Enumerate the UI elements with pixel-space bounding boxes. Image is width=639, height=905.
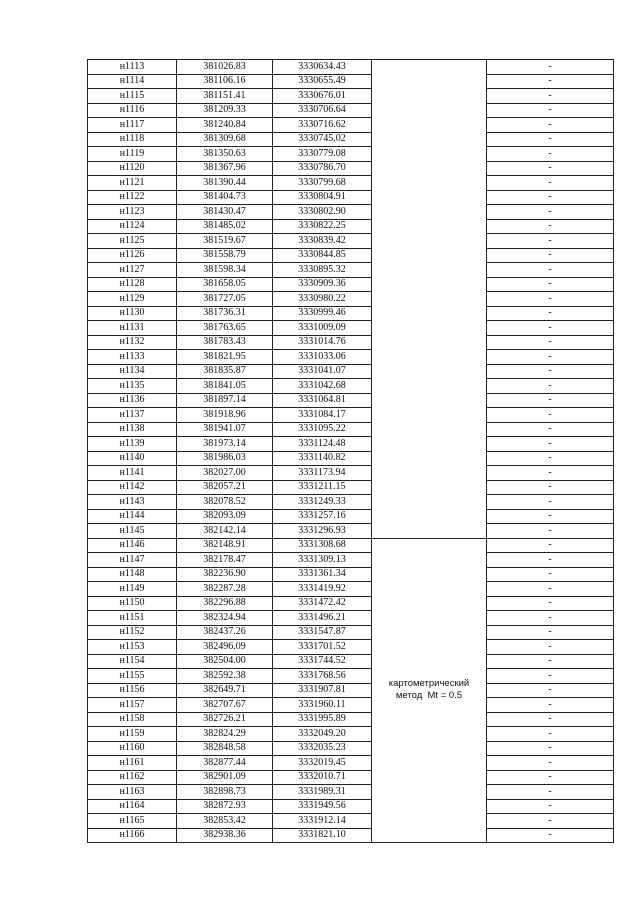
- precision-cell: -: [487, 538, 614, 553]
- x-coordinate-cell: 382649.71: [177, 683, 273, 698]
- y-coordinate-cell: 3330799.68: [273, 176, 372, 191]
- precision-cell: -: [487, 335, 614, 350]
- point-name-cell: н1162: [88, 770, 177, 785]
- x-coordinate-cell: 381986.03: [177, 451, 273, 466]
- table-row: [88, 176, 614, 191]
- precision-cell: -: [487, 712, 614, 727]
- x-coordinate-cell: 381835.87: [177, 364, 273, 379]
- y-coordinate-cell: 3330779.08: [273, 147, 372, 162]
- y-coordinate-cell: 3330822.25: [273, 219, 372, 234]
- point-name-cell: н1121: [88, 176, 177, 191]
- table-row: [88, 422, 614, 437]
- point-name-cell: н1157: [88, 698, 177, 713]
- precision-cell: -: [487, 118, 614, 133]
- y-coordinate-cell: 3331064.81: [273, 393, 372, 408]
- y-coordinate-cell: 3330716.62: [273, 118, 372, 133]
- table-row: [88, 567, 614, 582]
- x-coordinate-cell: 382148.91: [177, 538, 273, 553]
- precision-cell: -: [487, 828, 614, 843]
- point-name-cell: н1134: [88, 364, 177, 379]
- table-row: [88, 683, 614, 698]
- point-name-cell: н1115: [88, 89, 177, 104]
- table-row: [88, 814, 614, 829]
- table-row: [88, 161, 614, 176]
- table-row: [88, 727, 614, 742]
- precision-cell: -: [487, 799, 614, 814]
- precision-cell: -: [487, 147, 614, 162]
- point-name-cell: н1132: [88, 335, 177, 350]
- table-row: [88, 611, 614, 626]
- x-coordinate-cell: 381151.41: [177, 89, 273, 104]
- y-coordinate-cell: 3331173.94: [273, 466, 372, 481]
- point-name-cell: н1140: [88, 451, 177, 466]
- x-coordinate-cell: 381209.33: [177, 103, 273, 118]
- precision-cell: -: [487, 248, 614, 263]
- x-coordinate-cell: 381350.63: [177, 147, 273, 162]
- table-row: [88, 248, 614, 263]
- y-coordinate-cell: 3331211.15: [273, 480, 372, 495]
- precision-cell: -: [487, 509, 614, 524]
- precision-cell: -: [487, 379, 614, 394]
- table-row: [88, 596, 614, 611]
- precision-cell: -: [487, 640, 614, 655]
- precision-cell: -: [487, 60, 614, 75]
- x-coordinate-cell: 381973.14: [177, 437, 273, 452]
- table-row: [88, 234, 614, 249]
- precision-cell: -: [487, 277, 614, 292]
- point-name-cell: н1159: [88, 727, 177, 742]
- point-name-cell: н1123: [88, 205, 177, 220]
- table-row: [88, 190, 614, 205]
- x-coordinate-cell: 382877.44: [177, 756, 273, 771]
- precision-cell: -: [487, 103, 614, 118]
- point-name-cell: н1166: [88, 828, 177, 843]
- point-name-cell: н1133: [88, 350, 177, 365]
- x-coordinate-cell: 382504.00: [177, 654, 273, 669]
- x-coordinate-cell: 382938.36: [177, 828, 273, 843]
- precision-cell: -: [487, 567, 614, 582]
- table-row: [88, 132, 614, 147]
- y-coordinate-cell: 3331257.16: [273, 509, 372, 524]
- x-coordinate-cell: 382824.29: [177, 727, 273, 742]
- precision-cell: -: [487, 234, 614, 249]
- table-row: [88, 712, 614, 727]
- x-coordinate-cell: 382592.38: [177, 669, 273, 684]
- x-coordinate-cell: 382027.00: [177, 466, 273, 481]
- x-coordinate-cell: 381430.47: [177, 205, 273, 220]
- point-name-cell: н1151: [88, 611, 177, 626]
- precision-cell: -: [487, 393, 614, 408]
- precision-cell: -: [487, 785, 614, 800]
- y-coordinate-cell: 3330802.90: [273, 205, 372, 220]
- precision-cell: -: [487, 524, 614, 539]
- y-coordinate-cell: 3331014.76: [273, 335, 372, 350]
- point-name-cell: н1144: [88, 509, 177, 524]
- x-coordinate-cell: 381897.14: [177, 393, 273, 408]
- precision-cell: -: [487, 611, 614, 626]
- table-row: [88, 799, 614, 814]
- point-name-cell: н1126: [88, 248, 177, 263]
- point-name-cell: н1130: [88, 306, 177, 321]
- point-name-cell: н1147: [88, 553, 177, 568]
- point-name-cell: н1120: [88, 161, 177, 176]
- y-coordinate-cell: 3331744.52: [273, 654, 372, 669]
- x-coordinate-cell: 381106.16: [177, 74, 273, 89]
- x-coordinate-cell: 382178.47: [177, 553, 273, 568]
- point-name-cell: н1113: [88, 60, 177, 75]
- point-name-cell: н1116: [88, 103, 177, 118]
- y-coordinate-cell: 3330804.91: [273, 190, 372, 205]
- point-name-cell: н1136: [88, 393, 177, 408]
- point-name-cell: н1128: [88, 277, 177, 292]
- precision-cell: -: [487, 74, 614, 89]
- y-coordinate-cell: 3331419.92: [273, 582, 372, 597]
- point-name-cell: н1161: [88, 756, 177, 771]
- y-coordinate-cell: 3331496.21: [273, 611, 372, 626]
- precision-cell: -: [487, 306, 614, 321]
- precision-cell: -: [487, 625, 614, 640]
- x-coordinate-cell: 382324.94: [177, 611, 273, 626]
- point-name-cell: н1125: [88, 234, 177, 249]
- precision-cell: -: [487, 756, 614, 771]
- point-name-cell: н1150: [88, 596, 177, 611]
- precision-cell: -: [487, 364, 614, 379]
- table-row: [88, 335, 614, 350]
- table-row: [88, 364, 614, 379]
- precision-cell: -: [487, 205, 614, 220]
- x-coordinate-cell: 382726.21: [177, 712, 273, 727]
- precision-cell: -: [487, 422, 614, 437]
- y-coordinate-cell: 3331989.31: [273, 785, 372, 800]
- precision-cell: -: [487, 669, 614, 684]
- x-coordinate-cell: 381727.05: [177, 292, 273, 307]
- point-name-cell: н1164: [88, 799, 177, 814]
- point-name-cell: н1119: [88, 147, 177, 162]
- x-coordinate-cell: 382848.58: [177, 741, 273, 756]
- coordinates-table: [87, 59, 614, 843]
- method-cell: [372, 538, 487, 843]
- y-coordinate-cell: 3331907.81: [273, 683, 372, 698]
- precision-cell: -: [487, 553, 614, 568]
- point-name-cell: н1146: [88, 538, 177, 553]
- precision-cell: -: [487, 132, 614, 147]
- x-coordinate-cell: 381558.79: [177, 248, 273, 263]
- y-coordinate-cell: 3330980.22: [273, 292, 372, 307]
- y-coordinate-cell: 3331960.11: [273, 698, 372, 713]
- y-coordinate-cell: 3330634.43: [273, 60, 372, 75]
- point-name-cell: н1153: [88, 640, 177, 655]
- table-row: [88, 219, 614, 234]
- table-row: [88, 524, 614, 539]
- x-coordinate-cell: 382707.67: [177, 698, 273, 713]
- point-name-cell: н1135: [88, 379, 177, 394]
- table-row: [88, 437, 614, 452]
- y-coordinate-cell: 3331768.56: [273, 669, 372, 684]
- table-row: [88, 321, 614, 336]
- table-row: [88, 408, 614, 423]
- y-coordinate-cell: 3330909.36: [273, 277, 372, 292]
- table-row: [88, 74, 614, 89]
- precision-cell: -: [487, 741, 614, 756]
- table-row: [88, 582, 614, 597]
- y-coordinate-cell: 3331701.52: [273, 640, 372, 655]
- x-coordinate-cell: 381390.44: [177, 176, 273, 191]
- precision-cell: -: [487, 582, 614, 597]
- y-coordinate-cell: 3331140.82: [273, 451, 372, 466]
- point-name-cell: н1137: [88, 408, 177, 423]
- x-coordinate-cell: 382236.90: [177, 567, 273, 582]
- x-coordinate-cell: 381736.31: [177, 306, 273, 321]
- x-coordinate-cell: 381404.73: [177, 190, 273, 205]
- point-name-cell: н1160: [88, 741, 177, 756]
- table-row: [88, 393, 614, 408]
- table-row: [88, 118, 614, 133]
- y-coordinate-cell: 3331308.68: [273, 538, 372, 553]
- precision-cell: -: [487, 654, 614, 669]
- precision-cell: -: [487, 770, 614, 785]
- x-coordinate-cell: 382287.28: [177, 582, 273, 597]
- table-row: [88, 828, 614, 843]
- y-coordinate-cell: 3330676.01: [273, 89, 372, 104]
- precision-cell: -: [487, 437, 614, 452]
- y-coordinate-cell: 3332049.20: [273, 727, 372, 742]
- table-row: [88, 495, 614, 510]
- table-row: [88, 466, 614, 481]
- point-name-cell: н1122: [88, 190, 177, 205]
- table-row: [88, 379, 614, 394]
- point-name-cell: н1143: [88, 495, 177, 510]
- y-coordinate-cell: 3331124.48: [273, 437, 372, 452]
- point-name-cell: н1124: [88, 219, 177, 234]
- x-coordinate-cell: 382078.52: [177, 495, 273, 510]
- x-coordinate-cell: 382898.73: [177, 785, 273, 800]
- precision-cell: -: [487, 596, 614, 611]
- y-coordinate-cell: 3330999.46: [273, 306, 372, 321]
- x-coordinate-cell: 382437.26: [177, 625, 273, 640]
- y-coordinate-cell: 3331472.42: [273, 596, 372, 611]
- point-name-cell: н1149: [88, 582, 177, 597]
- precision-cell: -: [487, 350, 614, 365]
- table-row: [88, 350, 614, 365]
- point-name-cell: н1117: [88, 118, 177, 133]
- precision-cell: -: [487, 408, 614, 423]
- x-coordinate-cell: 381309.68: [177, 132, 273, 147]
- method-label-line1: картометрический: [388, 678, 470, 690]
- y-coordinate-cell: 3331912.14: [273, 814, 372, 829]
- table-row: [88, 147, 614, 162]
- point-name-cell: н1155: [88, 669, 177, 684]
- table-row: [88, 625, 614, 640]
- y-coordinate-cell: 3331547.87: [273, 625, 372, 640]
- point-name-cell: н1145: [88, 524, 177, 539]
- table-row: [88, 60, 614, 75]
- x-coordinate-cell: 382093.09: [177, 509, 273, 524]
- precision-cell: -: [487, 495, 614, 510]
- precision-cell: -: [487, 727, 614, 742]
- x-coordinate-cell: 381598.34: [177, 263, 273, 278]
- table-row: [88, 306, 614, 321]
- x-coordinate-cell: 381841.05: [177, 379, 273, 394]
- point-name-cell: н1127: [88, 263, 177, 278]
- table-row: [88, 640, 614, 655]
- y-coordinate-cell: 3331249.33: [273, 495, 372, 510]
- x-coordinate-cell: 381658.05: [177, 277, 273, 292]
- y-coordinate-cell: 3330745.02: [273, 132, 372, 147]
- precision-cell: -: [487, 466, 614, 481]
- x-coordinate-cell: 382142.14: [177, 524, 273, 539]
- table-row: [88, 770, 614, 785]
- x-coordinate-cell: 381240.84: [177, 118, 273, 133]
- table-row: [88, 538, 614, 553]
- y-coordinate-cell: 3331009.09: [273, 321, 372, 336]
- point-name-cell: н1156: [88, 683, 177, 698]
- point-name-cell: н1141: [88, 466, 177, 481]
- coordinates-table-body: [88, 60, 614, 843]
- y-coordinate-cell: 3331296.93: [273, 524, 372, 539]
- point-name-cell: н1118: [88, 132, 177, 147]
- table-row: [88, 277, 614, 292]
- point-name-cell: н1163: [88, 785, 177, 800]
- point-name-cell: н1142: [88, 480, 177, 495]
- table-row: [88, 654, 614, 669]
- precision-cell: -: [487, 698, 614, 713]
- x-coordinate-cell: 381763.65: [177, 321, 273, 336]
- table-row: [88, 553, 614, 568]
- precision-cell: -: [487, 480, 614, 495]
- precision-cell: -: [487, 176, 614, 191]
- table-row: [88, 756, 614, 771]
- precision-cell: -: [487, 89, 614, 104]
- y-coordinate-cell: 3332010.71: [273, 770, 372, 785]
- method-cell-empty: [372, 60, 487, 539]
- y-coordinate-cell: 3330839.42: [273, 234, 372, 249]
- x-coordinate-cell: 382901.09: [177, 770, 273, 785]
- y-coordinate-cell: 3332035.23: [273, 741, 372, 756]
- table-row: [88, 451, 614, 466]
- x-coordinate-cell: 381941.07: [177, 422, 273, 437]
- y-coordinate-cell: 3331041.07: [273, 364, 372, 379]
- precision-cell: -: [487, 683, 614, 698]
- y-coordinate-cell: 3330786.70: [273, 161, 372, 176]
- x-coordinate-cell: 381519.67: [177, 234, 273, 249]
- point-name-cell: н1114: [88, 74, 177, 89]
- table-row: [88, 509, 614, 524]
- x-coordinate-cell: 381367.96: [177, 161, 273, 176]
- x-coordinate-cell: 381783.43: [177, 335, 273, 350]
- y-coordinate-cell: 3330706.64: [273, 103, 372, 118]
- table-row: [88, 263, 614, 278]
- table-row: [88, 292, 614, 307]
- table-row: [88, 698, 614, 713]
- x-coordinate-cell: 382872.93: [177, 799, 273, 814]
- method-label-line2: метод Mt = 0.5: [395, 690, 463, 702]
- x-coordinate-cell: 381026.83: [177, 60, 273, 75]
- point-name-cell: н1148: [88, 567, 177, 582]
- precision-cell: -: [487, 292, 614, 307]
- table-row: [88, 103, 614, 118]
- precision-cell: -: [487, 321, 614, 336]
- point-name-cell: н1165: [88, 814, 177, 829]
- table-row: [88, 89, 614, 104]
- point-name-cell: н1139: [88, 437, 177, 452]
- table-row: [88, 741, 614, 756]
- precision-cell: -: [487, 219, 614, 234]
- y-coordinate-cell: 3331995.89: [273, 712, 372, 727]
- y-coordinate-cell: 3331033.06: [273, 350, 372, 365]
- table-row: [88, 669, 614, 684]
- y-coordinate-cell: 3332019.45: [273, 756, 372, 771]
- y-coordinate-cell: 3331095.22: [273, 422, 372, 437]
- precision-cell: -: [487, 190, 614, 205]
- y-coordinate-cell: 3331821.10: [273, 828, 372, 843]
- y-coordinate-cell: 3331042.68: [273, 379, 372, 394]
- x-coordinate-cell: 382296.88: [177, 596, 273, 611]
- point-name-cell: н1129: [88, 292, 177, 307]
- table-row: [88, 480, 614, 495]
- precision-cell: -: [487, 263, 614, 278]
- y-coordinate-cell: 3331309.13: [273, 553, 372, 568]
- y-coordinate-cell: 3330895.32: [273, 263, 372, 278]
- x-coordinate-cell: 381485.02: [177, 219, 273, 234]
- table-row: [88, 205, 614, 220]
- point-name-cell: н1131: [88, 321, 177, 336]
- precision-cell: -: [487, 451, 614, 466]
- y-coordinate-cell: 3331361.34: [273, 567, 372, 582]
- x-coordinate-cell: 381918.96: [177, 408, 273, 423]
- y-coordinate-cell: 3331084.17: [273, 408, 372, 423]
- x-coordinate-cell: 382057.21: [177, 480, 273, 495]
- y-coordinate-cell: 3331949.56: [273, 799, 372, 814]
- table-row: [88, 785, 614, 800]
- precision-cell: -: [487, 161, 614, 176]
- x-coordinate-cell: 382496.09: [177, 640, 273, 655]
- precision-cell: -: [487, 814, 614, 829]
- x-coordinate-cell: 382853.42: [177, 814, 273, 829]
- point-name-cell: н1138: [88, 422, 177, 437]
- y-coordinate-cell: 3330655.49: [273, 74, 372, 89]
- point-name-cell: н1158: [88, 712, 177, 727]
- y-coordinate-cell: 3330844.85: [273, 248, 372, 263]
- point-name-cell: н1154: [88, 654, 177, 669]
- point-name-cell: н1152: [88, 625, 177, 640]
- x-coordinate-cell: 381821.95: [177, 350, 273, 365]
